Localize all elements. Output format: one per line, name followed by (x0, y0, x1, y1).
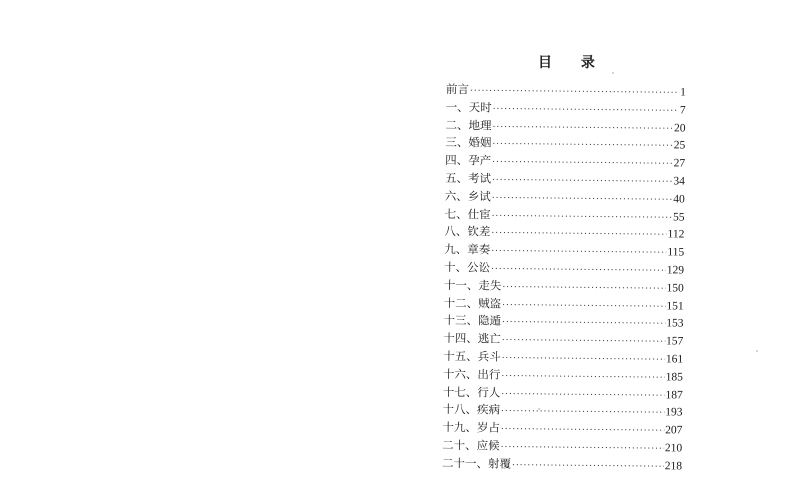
dot-leader (501, 422, 664, 442)
toc-entry-page-number: 150 (666, 282, 684, 295)
toc-entry-page-number: 20 (673, 121, 686, 135)
toc-entry-label: 十二、贼盗 (443, 295, 502, 311)
toc-entry-page-number: 193 (665, 406, 683, 419)
toc-entry-page-number: 210 (664, 442, 683, 455)
toc-entry-page-number: 153 (666, 317, 684, 330)
dot-leader (501, 368, 664, 388)
toc-list (442, 81, 686, 475)
toc-title: 目 录 (538, 55, 607, 71)
toc-entry-page-number: 7 (679, 104, 686, 117)
toc-entry-label: 五、考试 (444, 170, 492, 186)
dot-leader (491, 208, 672, 228)
toc-entry-label: 二、地理 (445, 117, 492, 133)
dot-leader (502, 279, 665, 299)
dot-leader (491, 261, 666, 281)
toc-entry-page-number: 1 (680, 86, 686, 99)
toc-entry-label: 十、公讼 (443, 259, 491, 275)
toc-entry-label: 六、乡试 (444, 188, 491, 204)
toc-entry-label: 十六、出行 (442, 366, 501, 382)
dot-leader (492, 155, 673, 175)
dot-leader (492, 172, 673, 192)
scan-speck (538, 408, 540, 410)
toc-entry-label: 八、钦差 (444, 224, 491, 239)
dot-leader (501, 351, 664, 371)
toc-entry-label: 三、婚姻 (445, 135, 492, 150)
toc-entry-page-number: 151 (666, 299, 684, 313)
dot-leader (512, 457, 664, 476)
dot-leader (502, 315, 665, 335)
toc-entry-page-number: 25 (673, 139, 686, 152)
toc-entry-page-number: 218 (664, 460, 683, 473)
toc-entry-page-number: 187 (665, 388, 683, 402)
toc-entry-page-number: 40 (673, 193, 685, 206)
toc-entry-label: 十三、隐遁 (443, 313, 502, 328)
dot-leader (492, 137, 673, 157)
dot-leader (470, 83, 679, 103)
toc-entry-label: 四、孕产 (445, 153, 492, 168)
toc-entry-page-number: 185 (665, 371, 683, 384)
dot-leader (502, 333, 665, 353)
toc-entry-label: 二十、应候 (442, 437, 500, 453)
dot-leader (492, 190, 673, 210)
toc-entry-label: 十五、兵斗 (443, 348, 501, 364)
toc-entry-page-number: 157 (665, 335, 684, 348)
toc-entry-page-number: 55 (673, 210, 685, 224)
toc-entry-page-number: 115 (667, 246, 685, 259)
toc-entry-label: 前言 (445, 81, 469, 97)
dot-leader (502, 297, 665, 317)
scan-speck (756, 350, 758, 352)
dot-leader (492, 119, 673, 139)
dot-leader (501, 386, 664, 406)
toc-entry-label: 十七、行人 (442, 384, 501, 400)
dot-leader (501, 404, 664, 424)
toc-entry-label: 七、仕宦 (444, 206, 491, 222)
dot-leader (501, 440, 664, 460)
toc-entry-label: 九、章奏 (444, 242, 491, 257)
dot-leader (493, 101, 679, 121)
toc-entry-label: 十八、疾病 (442, 402, 501, 417)
toc-entry-page-number: 207 (665, 424, 683, 437)
toc-entry-label: 十四、逃亡 (443, 331, 501, 346)
toc-entry-page-number: 161 (665, 353, 684, 366)
toc-entry-label: 一、天时 (445, 99, 492, 115)
dot-leader (491, 244, 666, 264)
toc-entry-label: 十一、走失 (443, 277, 502, 293)
toc-entry-page-number: 27 (673, 157, 686, 170)
toc-entry-page-number: 112 (667, 228, 685, 241)
toc-entry-label: 十九、岁占 (442, 420, 500, 435)
dot-leader (491, 226, 666, 246)
toc-entry-page-number: 129 (666, 264, 685, 277)
toc-entry-page-number: 34 (673, 175, 686, 188)
scan-speck (612, 72, 614, 74)
toc-entry-label: 二十一、射覆 (441, 455, 512, 471)
